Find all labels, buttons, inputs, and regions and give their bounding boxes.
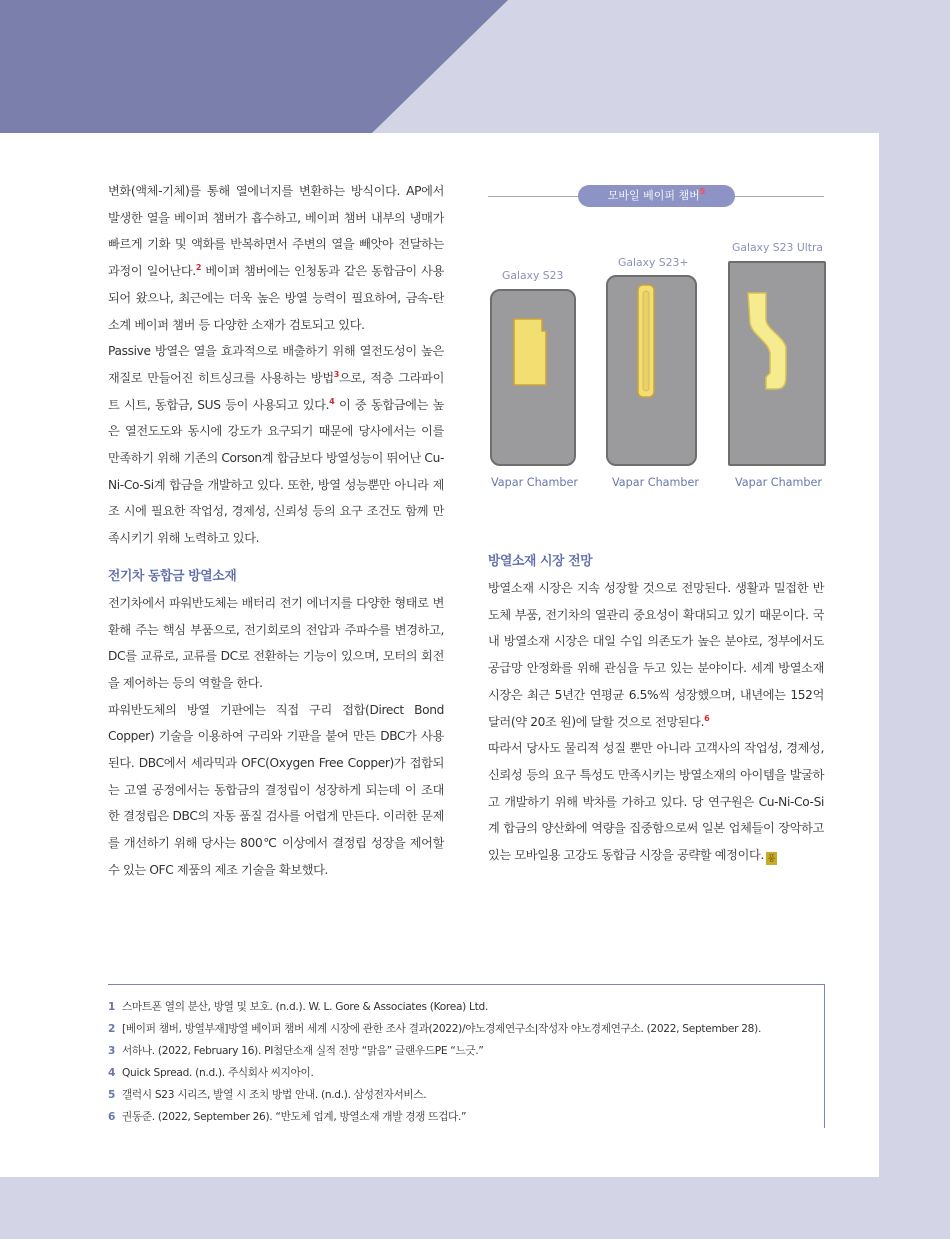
left-column — [108, 178, 444, 884]
reference-item: 4 Quick Spread. (n.d.). 주식회사 씨지아이. — [108, 1067, 314, 1079]
reference-item: 1 스마트폰 열의 분산, 방열 및 보호. (n.d.). W. L. Gore & Associates (Korea) Ltd. — [108, 1001, 489, 1013]
phone-label-s23-ultra: Galaxy S23 Ultra — [732, 241, 824, 254]
vapor-chamber-shape-s23-plus — [608, 277, 695, 464]
phone-s23-ultra — [728, 261, 826, 466]
phone-label-s23: Galaxy S23 — [502, 269, 564, 282]
page-content — [0, 133, 879, 1177]
chamber-label-s23: Vapar Chamber — [491, 476, 578, 489]
section-heading-market: 방열소재 시장 전망 — [488, 554, 593, 569]
vapor-chamber-figure — [488, 185, 824, 495]
paragraph-passive-cooling: Passive 방열은 열을 효과적으로 배출하기 위해 열전도성이 높은 재질로 만들어진 히트싱크를 사용하는 방법$^3$으로, 적층 그라파이트 시트, 동합금, SUS 등이 사용되고 있다.$^4$ 이 중 동합금에는 높은 열전도도와 동시에 강도가 요구되기 때문에 당사에서는 이를 만족하기 위해 기존의 Corson계 합금보다 방열성능이 뛰어난 Cu-Ni-Co-Si계 합금을 개발하고 있다. 또한, 방열 성능뿐만 아니라 제조 시에 필요한 작업성, 경제성, 신뢰성 등의 요구 조건도 함께 만족시키기 위해 노력하고 있다. — [108, 344, 444, 546]
reference-item: 3 서하나. (2022, February 16). PI첨단소재 실적 전망 “맑음” 글랜우드PE “느긋.” — [108, 1045, 484, 1057]
reference-item: 2 [베이퍼 챔버, 방열부재]방열 베이퍼 챔버 세계 시장에 관한 조사 결과(2022)/야노경제연구소|작성자 야노경제연구소. (2022, September 28). — [108, 1023, 762, 1035]
vapor-chamber-shape-s23 — [492, 291, 574, 464]
paragraph-dbc: 파워반도체의 방열 기판에는 직접 구리 접합(Direct Bond Copper) 기술을 이용하여 구리와 기판을 붙여 만든 DBC가 사용된다. DBC에서 세라믹과 OFC(Oxygen Free Copper)가 접합되는 고열 공정에서는 동합금의 결정립이 성장하게 되는데 이 조대한 결정립은 DBC의 자동 품질 검사를 어렵게 만든다. 이러한 문제를 개선하기 위해 당사는 800℃ 이상에서 결정립 성장을 제어할 수 있는 OFC 제품의 제조 기술을 확보했다. — [108, 702, 444, 877]
vapor-chamber-shape-s23-ultra — [730, 263, 824, 464]
footnote-ref-6[interactable]: 6 — [704, 713, 710, 723]
paragraph-market-growth: 방열소재 시장은 지속 성장할 것으로 전망된다. 생활과 밀접한 반도체 부품, 전기차의 열관리 중요성이 확대되고 있기 때문이다. 국내 방열소재 시장은 대일 수입 의존도가 높은 분야로, 정부에서도 공급망 안정화를 위해 관심을 두고 있는 분야이다. 세계 방열소재 시장은 최근 5년간 연평균 6.5%씩 성장했으며, 내년에는 152억 달러(약 20조 원)에 달할 것으로 전망된다.$^6$ — [488, 581, 824, 729]
reference-item: 5 갤럭시 S23 시리즈, 발열 시 조치 방법 안내. (n.d.). 삼성전자서비스. — [108, 1089, 427, 1101]
chamber-label-s23-plus: Vapar Chamber — [612, 476, 699, 489]
end-of-article-icon: 풍 — [767, 854, 776, 864]
phone-label-s23-plus: Galaxy S23+ — [618, 256, 689, 269]
paragraph-power-semiconductor: 전기차에서 파워반도체는 배터리 전기 에너지를 다양한 형태로 변환해 주는 핵심 부품으로, 전기회로의 전압과 주파수를 변경하고, DC를 교류로, 교류를 DC로 전환하는 기능이 있으며, 모터의 회전을 제어하는 등의 역할을 한다. — [108, 595, 444, 690]
right-column — [488, 549, 824, 869]
footnote-ref-5[interactable]: 5 — [699, 187, 706, 196]
paragraph-company-plan: 따라서 당사도 물리적 성질 뿐만 아니라 고객사의 작업성, 경제성, 신뢰성 등의 요구 특성도 만족시키는 방열소재의 아이템을 발굴하고 개발하기 위해 박차를 가하고 있다. 당 연구원은 Cu-Ni-Co-Si계 합금의 양산화에 역량을 집중함으로써 일본 업체들이 장악하고 있는 모바일용 고강도 동합금 시장을 공략할 예정이다. 풍 — [488, 741, 824, 864]
chamber-label-s23-ultra: Vapar Chamber — [735, 476, 822, 489]
phone-s23 — [490, 289, 576, 466]
section-heading-ev: 전기차 동합금 방열소재 — [108, 568, 237, 584]
footnote-ref-4[interactable]: 4 — [329, 396, 335, 406]
paragraph-vapor-chamber: 변화(액체-기체)를 통해 열에너지를 변환하는 방식이다. AP에서 발생한 열을 베이퍼 챔버가 흡수하고, 베이퍼 챔버 내부의 냉매가 빠르게 기화 및 액화를 반복하면서 주변의 열을 빼앗아 전달하는 과정이 일어난다.$^2$ 베이퍼 챔버에는 인청동과 같은 동합금이 사용되어 왔으나, 최근에는 더욱 높은 방열 능력이 필요하여, 금속-탄소계 베이퍼 챔버 등 다양한 소재가 검토되고 있다. — [108, 184, 444, 332]
footnote-ref-2[interactable]: 2 — [195, 263, 202, 273]
phone-s23-plus — [606, 275, 697, 466]
figure-title: 모바일 베이퍼 챔버$^5$ — [578, 185, 735, 207]
footnote-ref-3[interactable]: 3 — [333, 369, 339, 379]
references — [108, 984, 825, 1128]
decorative-corner-triangle — [0, 0, 520, 140]
reference-item: 6 권동준. (2022, September 26). “반도체 업계, 방열소재 개발 경쟁 뜨겁다.” — [108, 1111, 467, 1123]
